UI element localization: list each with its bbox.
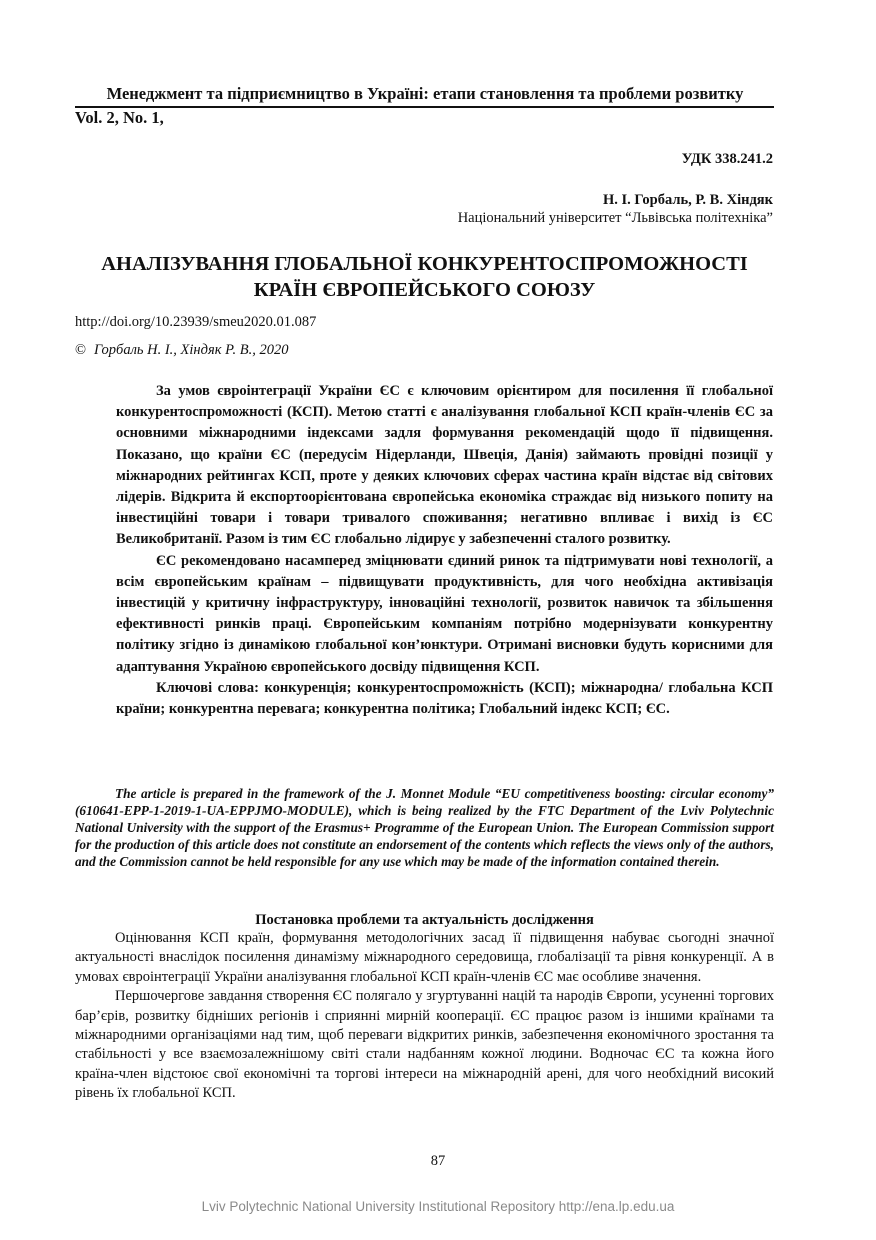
doi-link[interactable]: http://doi.org/10.23939/smeu2020.01.087 — [75, 314, 317, 330]
abstract-paragraph: За умов євроінтеграції України ЄС є ключовим орієнтиром для посилення її глобальної конкурентоспроможності (КСП). Метою статті є аналізування глобальної КСП країн-членів ЄС за основними міжнародними індексами задля формування рекомендацій щодо її підвищення. Показано, що країни ЄС (передусім Нідерланди, Швеція, Данія) займають провідні позиції у міжнародних рейтингах КСП, проте у деяких ключових сферах частина країн відстає від світових лідерів. Відкрита й експортоорієнтована європейська економіка страждає від низького попиту на інвестиційні товари і товари тривалого споживання; негативно впливає і вихід із ЄС Великобританії. Разом із тим ЄС глобально лідирує у забезпеченні сталого розвитку. — [116, 383, 773, 548]
authors: Н. І. Горбаль, Р. В. Хіндяк — [603, 192, 773, 208]
section-heading: Постановка проблеми та актуальність дослідження — [255, 912, 594, 928]
abstract — [116, 381, 773, 720]
keywords: Ключові слова: конкуренція; конкурентоспроможність (КСП); міжнародна/ глобальна КСП країни; конкурентна перевага; конкурентна політика; Глобальний індекс КСП; ЄС. — [116, 679, 773, 718]
title-line: КРАЇН ЄВРОПЕЙСЬКОГО СОЮЗУ — [253, 279, 596, 301]
article-title — [75, 251, 774, 303]
volume-info: Vol. 2, No. 1, — [75, 108, 164, 127]
udk-code: УДК 338.241.2 — [681, 151, 773, 167]
copyright-symbol: © — [75, 342, 87, 358]
copyright-text: Горбаль Н. І., Хіндяк Р. В., 2020 — [94, 342, 289, 358]
acknowledgement — [75, 785, 774, 870]
body-paragraph: Першочергове завдання створення ЄС полягало у згуртуванні націй та народів Європи, усуненні торгових бар’єрів, розвитку бідніших регіонів і сприянні мирній кооперації. ЄС працює разом із іншими країнами та міжнародними організаціями над тим, щоб переваги відкритих ринків, забезпечення економічного зростання та стабільності у все взаємозалежнішому світі стали надбанням кожної людини. Водночас ЄС та кожна його країна-член відстоює свої економічні та торгові інтереси на міжнародній арені, для чого необхідний високий рівень їх глобальної КСП. — [75, 988, 774, 1102]
abstract-paragraph: ЄС рекомендовано насамперед зміцнювати єдиний ринок та підтримувати нові технології, а всім європейським країнам – підвищувати продуктивність, для чого необхідна активізація інвестицій у критичну інфраструктуру, інноваційні технології, розвиток навичок та збільшення ефективності ринків праці. Європейським компаніям потрібно модернізувати конкурентну політику згідно із динамікою глобальної кон’юнктури. Отримані висновки будуть корисними для адаптування Україною європейського досвіду підвищення КСП. — [116, 552, 773, 675]
journal-title: Менеджмент та підприємництво в Україні: етапи становлення та проблеми розвитку — [106, 84, 744, 103]
body-paragraph: Оцінювання КСП країн, формування методологічних засад її підвищення набуває сьогодні значної актуальності внаслідок посилення динамізму міжнародного середовища, глобалізації та рівня конкуренції. А в умовах євроінтеграції України аналізування глобальної КСП країн-членів ЄС має особливе значення. — [75, 930, 774, 985]
body-text — [75, 929, 774, 1104]
acknowledgement-text: The article is prepared in the framework of the J. Monnet Module “EU competitiveness boosting: circular economy” (610641-EPP-1-2019-1-UA-EPPJMO-MODULE), which is being realized by the FTC Department of the Lviv Polytechnic National University with the support of the Erasmus+ Programme of the European Union. The European Commission support for the production of this article does not constitute an endorsement of the contents which reflects the views only of the authors, and the Commission cannot be held responsible for any use which may be made of the information contained therein. — [75, 786, 774, 870]
affiliation: Національний університет “Львівська політехніка” — [457, 210, 773, 226]
page-number: 87 — [430, 1153, 446, 1169]
repository-footer: Lviv Polytechnic National University Institutional Repository http://ena.lp.edu.ua — [201, 1199, 675, 1214]
copyright-line — [75, 341, 289, 359]
header-rule — [75, 106, 774, 108]
title-line: АНАЛІЗУВАННЯ ГЛОБАЛЬНОЇ КОНКУРЕНТОСПРОМОЖНОСТІ — [101, 253, 748, 275]
